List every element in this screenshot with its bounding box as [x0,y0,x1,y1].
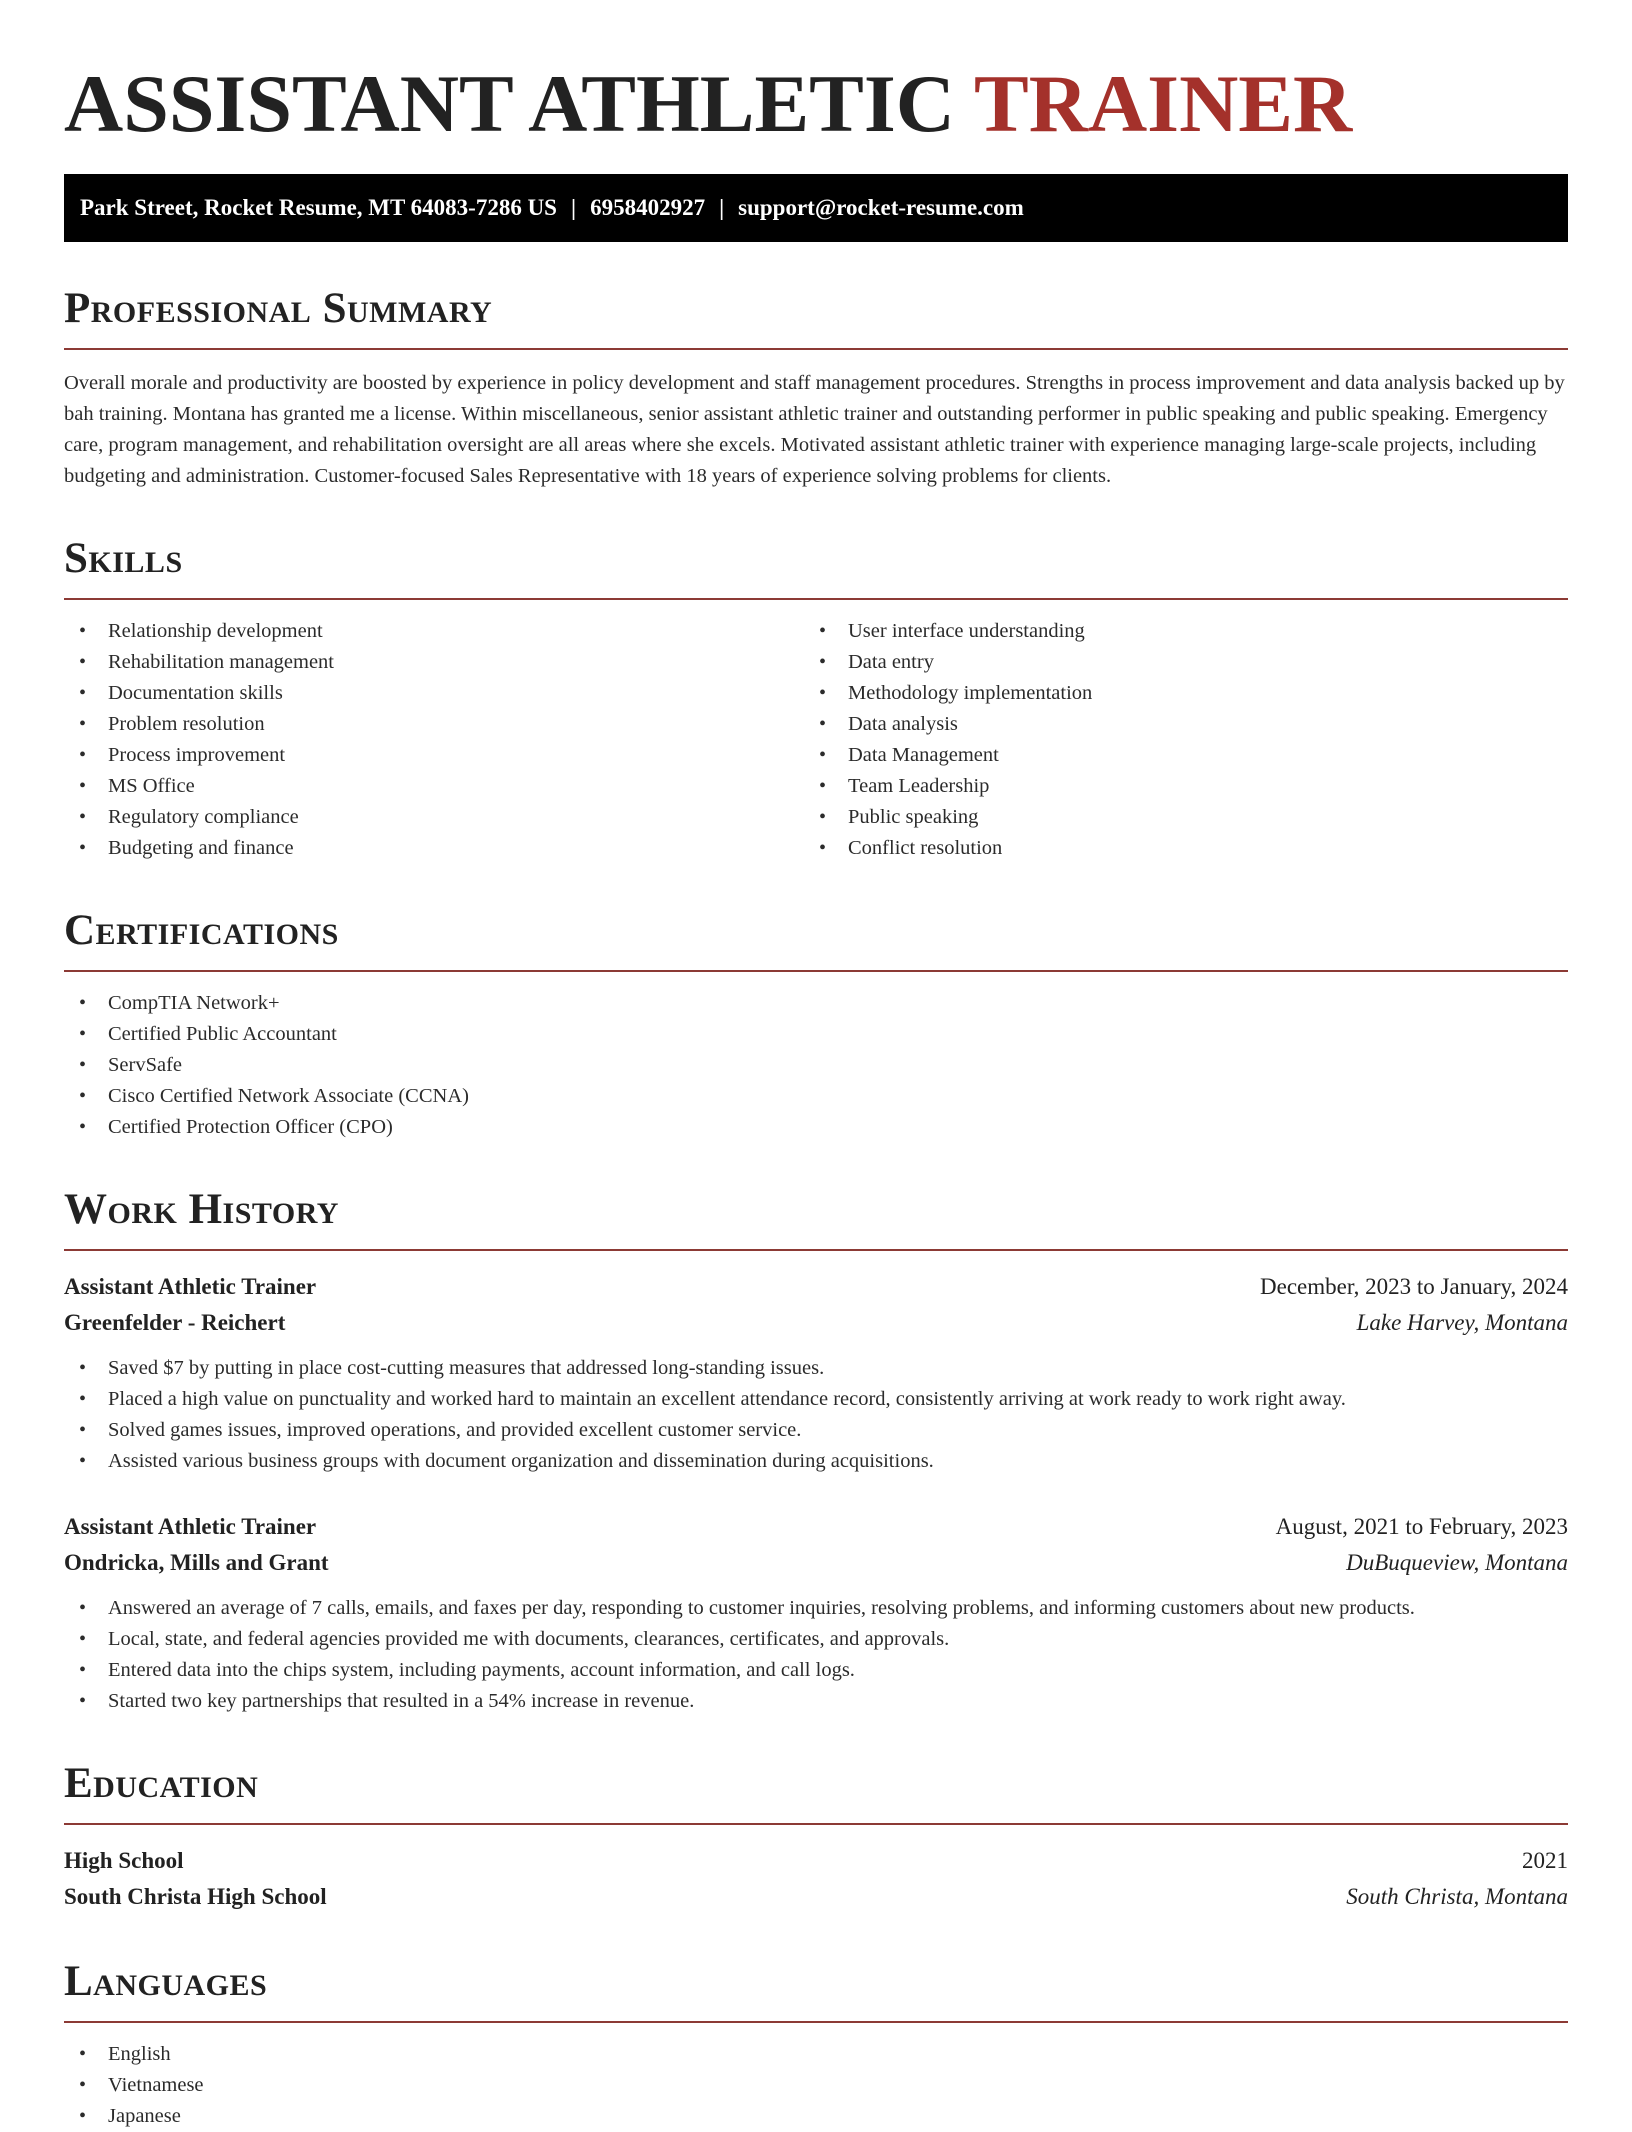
skill-item: • Problem resolution [64,709,804,740]
section-title-certifications: Certifications [64,908,1568,972]
contact-separator: | [570,195,577,220]
summary-text: Overall morale and productivity are boosted by experience in policy development and staff management procedures. Strengths in process improvement and data analysis backed up by bah training. Montana has granted me a license. Within miscellaneous, senior assistant athletic trainer and outstanding performer in public speaking and public speaking. Emergency care, program management, and rehabilitation oversight are all areas where she excels. Motivated assistant athletic trainer with experience managing large-scale projects, including budgeting and administration. Customer-focused Sales Representative with 18 years of experience solving problems for clients. [64,372,1565,487]
certifications-list [64,988,1568,1143]
job-entry [64,1509,1568,1717]
certification-item: • Cisco Certified Network Associate (CCNA) [64,1081,1568,1112]
language-item: • English [64,2039,1568,2070]
contact-bar [64,174,1568,242]
certifications-section [64,908,1568,1143]
skills-grid [64,616,1568,864]
job-location: DuBuqueview, Montana [1346,1550,1568,1575]
resume-name [64,58,1568,150]
education-school: South Christa High School [64,1884,327,1909]
job-dates: December, 2023 to January, 2024 [1260,1274,1568,1299]
job-bullet: • Answered an average of 7 calls, emails, and faxes per day, responding to customer inquiries, resolving problems, and informing customers about new products. [64,1593,1568,1624]
work-history-section [64,1187,1568,1717]
job-bullet: • Solved games issues, improved operations, and provided excellent customer service. [64,1415,1568,1446]
education-location: South Christa, Montana [1346,1884,1568,1909]
section-title-skills: Skills [64,536,1568,600]
skill-item: • Data Management [804,740,1544,771]
job-company-row [64,1305,1568,1341]
skill-item: • Conflict resolution [804,833,1544,864]
contact-separator: | [719,195,725,220]
skill-item: • Budgeting and finance [64,833,804,864]
section-title-summary: Professional Summary [64,286,1568,350]
name-accent: TRAINER [974,58,1353,149]
job-company: Ondricka, Mills and Grant [64,1550,329,1575]
section-title-education: Education [64,1761,1568,1825]
contact-address: Park Street, Rocket Resume, MT 64083-7286 US [80,195,557,220]
skill-item: • Rehabilitation management [64,647,804,678]
resume-page [64,58,1568,2132]
job-company-row [64,1545,1568,1581]
job-bullets [64,1353,1568,1477]
languages-list [64,2039,1568,2132]
education-entry [64,1843,1568,1915]
job-bullet: • Saved $7 by putting in place cost-cutting measures that addressed long-standing issues. [64,1353,1568,1384]
skill-item: • Team Leadership [804,771,1544,802]
contact-phone: 6958402927 [590,195,706,220]
job-bullet: • Entered data into the chips system, including payments, account information, and call logs. [64,1655,1568,1686]
skills-list-right [804,616,1544,864]
job-bullet: • Assisted various business groups with document organization and dissemination during acquisitions. [64,1446,1568,1477]
skill-item: • Process improvement [64,740,804,771]
certification-item: • ServSafe [64,1050,1568,1081]
job-bullet: • Local, state, and federal agencies provided me with documents, clearances, certificates, and approvals. [64,1624,1568,1655]
certification-item: • Certified Public Accountant [64,1019,1568,1050]
education-school-row [64,1879,1568,1915]
certification-item: • Certified Protection Officer (CPO) [64,1112,1568,1143]
language-item: • Japanese [64,2101,1568,2132]
languages-section [64,1959,1568,2132]
job-location: Lake Harvey, Montana [1356,1310,1568,1335]
name-main: ASSISTANT ATHLETIC [64,58,955,149]
skill-item: • Regulatory compliance [64,802,804,833]
job-header-row [64,1269,1568,1305]
job-company: Greenfelder - Reichert [64,1310,286,1335]
language-item: • Vietnamese [64,2070,1568,2101]
job-header-row [64,1509,1568,1545]
job-bullet: • Placed a high value on punctuality and worked hard to maintain an excellent attendance record, consistently arriving at work ready to work right away. [64,1384,1568,1415]
skill-item: • MS Office [64,771,804,802]
skill-item: • Relationship development [64,616,804,647]
job-bullet: • Started two key partnerships that resulted in a 54% increase in revenue. [64,1686,1568,1717]
education-header-row [64,1843,1568,1879]
skill-item: • Public speaking [804,802,1544,833]
job-role: Assistant Athletic Trainer [64,1274,317,1299]
skill-item: • Methodology implementation [804,678,1544,709]
skills-section [64,536,1568,864]
education-degree: High School [64,1848,184,1873]
job-bullets [64,1593,1568,1717]
section-title-work-history: Work History [64,1187,1568,1251]
section-title-languages: Languages [64,1959,1568,2023]
skill-item: • Documentation skills [64,678,804,709]
education-year: 2021 [1522,1848,1568,1873]
skill-item: • Data analysis [804,709,1544,740]
skill-item: • Data entry [804,647,1544,678]
job-entry [64,1269,1568,1477]
summary-section [64,286,1568,492]
job-dates: August, 2021 to February, 2023 [1275,1514,1568,1539]
skill-item: • User interface understanding [804,616,1544,647]
certification-item: • CompTIA Network+ [64,988,1568,1019]
job-role: Assistant Athletic Trainer [64,1514,317,1539]
education-section [64,1761,1568,1915]
skills-list-left [64,616,804,864]
contact-email: support@rocket-resume.com [738,195,1024,220]
